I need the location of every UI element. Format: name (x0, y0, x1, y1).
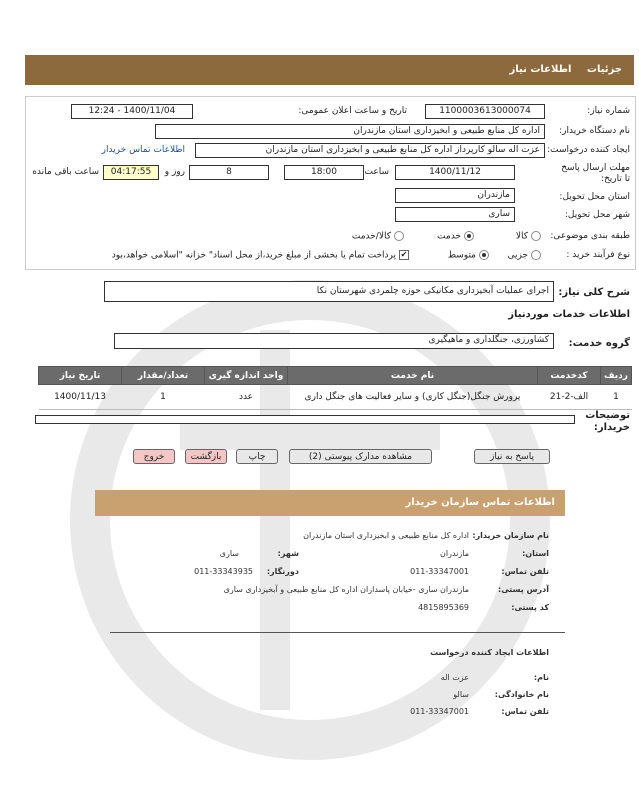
remaining-time-field: 04:17:55 (103, 165, 159, 180)
phone-info-value: 011-33347001 (410, 567, 469, 576)
announce-label: تاریخ و ساعت اعلان عمومی: (298, 106, 407, 116)
category-goods-service-radio[interactable]: کالا/خدمت (352, 231, 404, 242)
buyer-notes-label: توضیحات خریدار: (585, 410, 630, 433)
creator-label: ایجاد کننده درخواست: (547, 145, 630, 155)
cell-name: پرورش جنگل(جنگل کاری) و سایر فعالیت های جنگل داری (288, 385, 538, 410)
back-button[interactable]: بازگشت (185, 449, 227, 464)
cell-qty: 1 (122, 385, 205, 410)
city-label: شهر محل تحویل: (564, 210, 630, 220)
process-medium-radio[interactable]: متوسط (448, 250, 489, 261)
payment-checkbox[interactable]: ✔پرداخت تمام یا بخشی از مبلغ خرید،از محل اسناد" خزانه "اسلامی خواهد،بود (111, 250, 408, 261)
cell-code: الف-2-21 (538, 385, 601, 410)
checkbox-checked-icon: ✔ (400, 250, 408, 259)
creator-phone-value: 011-33347001 (410, 707, 469, 716)
services-title: اطلاعات خدمات موردنیاز (508, 309, 630, 320)
postal-info-value: 4815895369 (418, 603, 469, 612)
address-info-label: آدرس پستی: (498, 585, 549, 594)
header-bar (25, 55, 634, 85)
category-goods-radio[interactable]: کالا (516, 231, 541, 242)
days-field: 8 (189, 165, 269, 180)
print-button[interactable]: چاپ (236, 449, 278, 464)
time-label: ساعت (364, 167, 389, 177)
last-name-label: نام خانوادگی: (494, 690, 549, 699)
remaining-label: ساعت باقی مانده (32, 167, 99, 177)
col-code: کدخدمت (538, 367, 601, 385)
col-qty: تعداد/مقدار (122, 367, 205, 385)
province-info-label: استان: (522, 549, 549, 558)
fax-info-value: 011-33343935 (194, 567, 253, 576)
divider (110, 632, 565, 633)
address-info-value: مازندران ساری -خیابان پاسداران اداره کل منابع طبیعی و آبخیزداری ساری (223, 585, 469, 594)
category-service-radio[interactable]: خدمت (437, 231, 474, 242)
contact-title: اطلاعات تماس سازمان خریدار (405, 497, 555, 508)
need-number-field: 1100003613000074 (425, 104, 545, 119)
cell-date: 1400/11/13 (39, 385, 122, 410)
creator-info-title: اطلاعات ایجاد کننده درخواست (430, 648, 549, 657)
tab-details[interactable]: جزئیات (586, 64, 622, 75)
col-name: نام خدمت (288, 367, 538, 385)
deadline-label: مهلت ارسال پاسخ تا تاریخ: (561, 163, 630, 184)
city-field: ساری (395, 207, 515, 222)
radio-icon (531, 250, 541, 260)
exit-button[interactable]: خروج (133, 449, 175, 464)
category-label: طبقه بندی موضوعی: (550, 231, 630, 241)
first-name-value: عزت اله (440, 673, 469, 682)
deadline-date-field: 1400/11/12 (395, 165, 515, 180)
table-row (39, 385, 632, 410)
city-info-value: ساری (219, 549, 239, 558)
tab-need-info[interactable]: اطلاعات نیاز (509, 64, 572, 75)
first-name-label: نام: (533, 673, 549, 682)
col-row: ردیف (601, 367, 632, 385)
day-label: روز و (164, 167, 185, 177)
last-name-value: سالو (453, 690, 469, 699)
process-partial-radio[interactable]: جزیی (507, 250, 541, 261)
cell-unit: عدد (205, 385, 288, 410)
phone-info-label: تلفن تماس: (501, 567, 549, 576)
org-name-label: نام سازمان خریدار: (472, 531, 549, 540)
province-label: استان محل تحویل: (559, 192, 630, 202)
col-date: تاریخ نیاز (39, 367, 122, 385)
buyer-org-label: نام دستگاه خریدار: (559, 126, 630, 136)
buyer-notes-field (35, 415, 575, 424)
need-info-panel (25, 96, 636, 270)
attachments-button[interactable]: مشاهده مدارک پیوستی (2) (289, 449, 432, 464)
province-field: مازندران (395, 188, 515, 203)
announce-field: 1400/11/04 - 12:24 (71, 104, 193, 119)
service-group-label: گروه خدمت: (568, 338, 630, 349)
col-unit: واحد اندازه گیری (205, 367, 288, 385)
city-info-label: شهر: (277, 549, 299, 558)
creator-field: عزت اله سالو کارپرداز اداره کل منابع طبیعی و ابخیزداری استان مازندران (195, 143, 545, 158)
org-name-value: اداره کل منابع طبیعی و ابخیزداری استان مازندران (303, 531, 469, 540)
radio-icon (531, 231, 541, 241)
province-info-value: مازندران (440, 549, 469, 558)
radio-selected-icon (479, 250, 489, 260)
need-number-label: شماره نیاز: (587, 106, 630, 116)
buyer-contact-link[interactable]: اطلاعات تماس خریدار (101, 145, 185, 155)
buyer-org-field: اداره کل منابع طبیعی و ابخیزداری استان مازندران (155, 124, 545, 139)
reply-button[interactable]: پاسخ به نیاز (474, 449, 550, 464)
creator-phone-label: تلفن تماس: (501, 707, 549, 716)
summary-field: اجرای عملیات آبخیزداری مکانیکی حوزه چلمردی شهرستان نکا (104, 281, 554, 302)
radio-icon (394, 231, 404, 241)
services-table (38, 366, 632, 410)
cell-row: 1 (601, 385, 632, 410)
fax-info-label: دورنگار: (266, 567, 299, 576)
postal-info-label: کد پستی: (511, 603, 549, 612)
radio-selected-icon (464, 231, 474, 241)
process-label: نوع فرآیند خرید : (566, 250, 630, 260)
deadline-time-field: 18:00 (284, 165, 364, 180)
service-group-field: کشاورزی، جنگلداری و ماهیگیری (114, 333, 554, 349)
contact-section-header (95, 490, 565, 516)
summary-label: شرح کلی نیاز: (558, 287, 630, 298)
